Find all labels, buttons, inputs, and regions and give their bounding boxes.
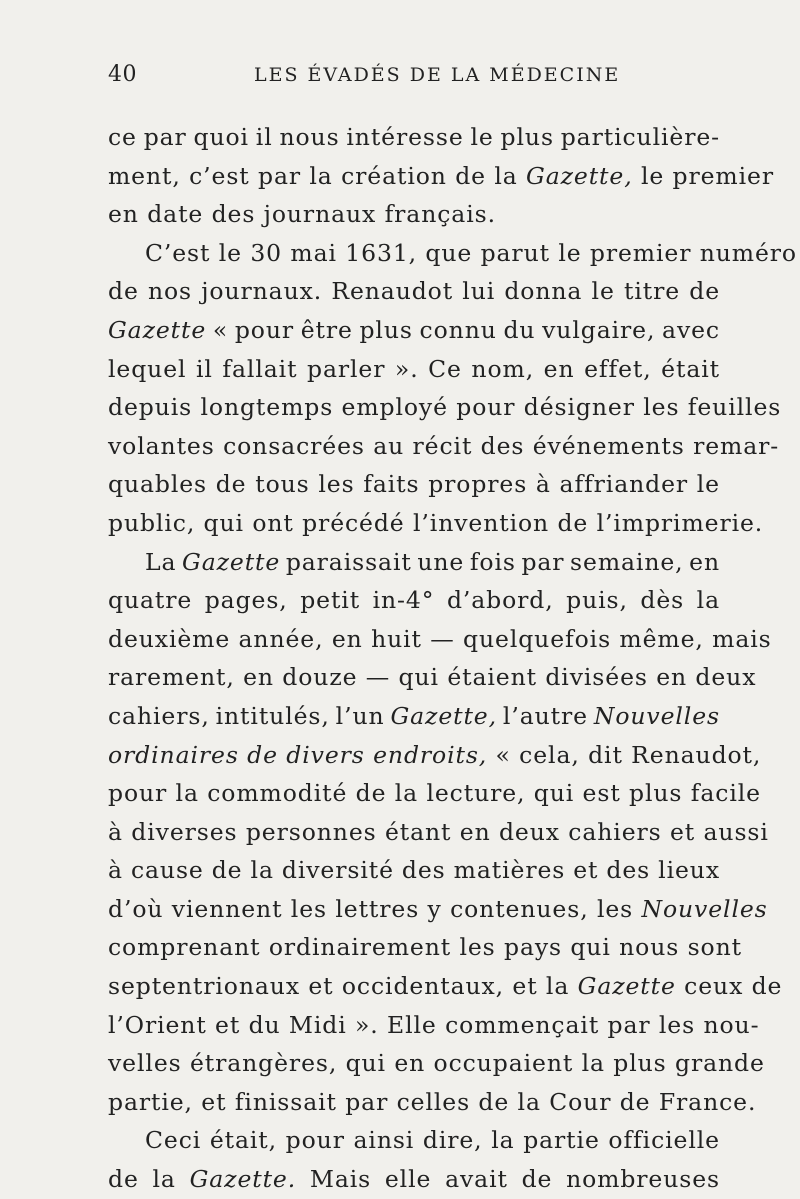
italic-text: Gazette, — [526, 161, 633, 190]
text-line — [108, 157, 774, 196]
text-run: de nos journaux. Renaudot lui donna le titre de — [108, 277, 720, 306]
text-line — [108, 697, 720, 736]
text-line — [108, 350, 720, 389]
body-text — [108, 118, 797, 1199]
italic-text: Nouvelles — [593, 701, 720, 730]
text-line — [108, 1083, 757, 1122]
text-line — [108, 118, 720, 157]
page-header — [108, 62, 712, 96]
text-run: rarement, en douze — qui étaient divisées en deux — [108, 663, 757, 692]
text-line — [108, 967, 783, 1006]
text-line — [108, 890, 768, 929]
text-run: l’Orient et du Midi ». Elle commençait par les nou- — [108, 1010, 760, 1039]
text-line — [108, 195, 720, 234]
text-run: partie, et finissait par celles de la Cour de France. — [108, 1087, 757, 1116]
text-run: l’autre — [497, 701, 594, 730]
text-run: comprenant ordinairement les pays qui nous sont — [108, 933, 742, 962]
text-run: C’est le 30 mai 1631, que parut le premier numéro — [145, 238, 797, 267]
text-line — [108, 658, 757, 697]
text-run: le premier — [632, 161, 774, 190]
text-run: ce par quoi il nous intéresse le plus particulière- — [108, 123, 720, 151]
text-run: paraissait une fois par semaine, en — [280, 547, 720, 576]
text-run: d’où viennent les lettres y contenues, les — [108, 894, 642, 923]
text-run: ceux de — [675, 972, 783, 1001]
text-run: en date des journaux français. — [108, 200, 496, 229]
text-line — [108, 1006, 760, 1045]
text-line — [108, 1160, 720, 1199]
text-line — [108, 813, 769, 852]
text-line — [108, 581, 720, 620]
text-run: La — [145, 547, 183, 576]
text-run: velles étrangères, qui en occupaient la plus grande — [108, 1049, 765, 1078]
italic-text: Nouvelles — [641, 894, 768, 923]
running-title: LES ÉVADÉS DE LA MÉDECINE — [254, 64, 621, 86]
text-line — [108, 1044, 765, 1083]
text-run: « cela, dit Renaudot, — [487, 740, 762, 769]
italic-text: Gazette. — [189, 1165, 297, 1194]
text-line — [108, 928, 742, 967]
text-run: public, qui ont précédé l’invention de l’imprimerie. — [108, 508, 764, 537]
text-run: Mais elle avait de nombreuses — [296, 1165, 720, 1194]
text-run: ment, c’est par la création de la — [108, 161, 527, 190]
text-line — [108, 427, 780, 466]
text-line — [108, 272, 720, 311]
text-line — [108, 388, 782, 427]
text-run: deuxième année, en huit — quelquefois même, mais — [108, 624, 772, 653]
text-run: à cause de la diversité des matières et des lieux — [108, 856, 720, 885]
italic-text: ordinaires de divers endroits, — [108, 740, 488, 769]
italic-text: Gazette — [108, 315, 207, 344]
text-run: volantes consacrées au récit des événements remar- — [108, 431, 780, 460]
text-run: cahiers, intitulés, l’un — [108, 701, 391, 730]
text-run: pour la commodité de la lecture, qui est plus facile — [108, 779, 761, 808]
text-run: à diverses personnes étant en deux cahiers et aussi — [108, 817, 769, 846]
text-line — [108, 620, 772, 659]
italic-text: Gazette — [577, 972, 676, 1001]
text-run: lequel il fallait parler ». Ce nom, en effet, était — [108, 354, 720, 383]
text-run: depuis longtemps employé pour désigner les feuilles — [108, 393, 782, 422]
text-run: quables de tous les faits propres à affriander le — [108, 470, 720, 499]
text-line — [108, 465, 720, 504]
italic-text: Gazette — [182, 547, 281, 576]
text-run: septentrionaux et occidentaux, et la — [108, 972, 578, 1001]
text-line — [108, 774, 761, 813]
page-number: 40 — [108, 62, 137, 87]
text-line — [108, 1121, 720, 1160]
text-line — [108, 311, 720, 350]
italic-text: Gazette, — [390, 701, 497, 730]
text-run: Ceci était, pour ainsi dire, la partie officielle — [145, 1126, 720, 1155]
text-line — [108, 234, 797, 273]
text-line — [108, 504, 764, 543]
text-line — [108, 736, 762, 775]
text-run: « pour être plus connu du vulgaire, avec — [206, 315, 720, 344]
text-line — [108, 851, 720, 890]
text-run: quatre pages, petit in-4° d’abord, puis, dès la — [108, 586, 720, 615]
text-run: de la — [108, 1165, 190, 1194]
text-line — [108, 543, 720, 582]
